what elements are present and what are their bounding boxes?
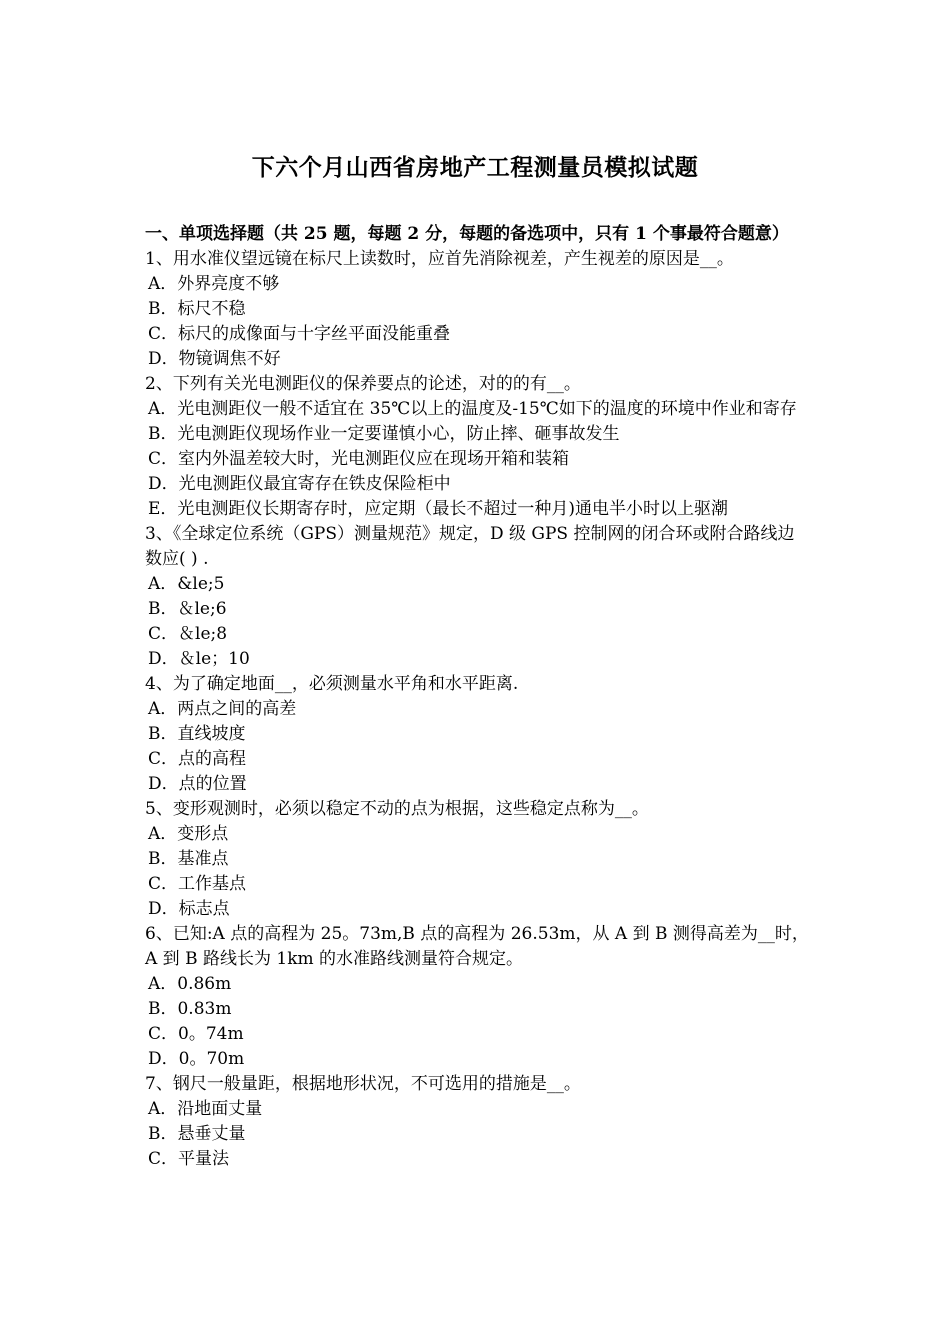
question-5 <box>145 797 810 922</box>
question-1 <box>145 247 810 372</box>
question-option: C．室内外温差较大时，光电测距仪应在现场开箱和装箱 <box>148 449 570 469</box>
question-stem: 5、变形观测时，必须以稳定不动的点为根据，这些稳定点称为__。 <box>145 799 649 819</box>
question-stem: 6、已知:A 点的高程为 25。73m,B 点的高程为 26.53m，从 A 到 B 测得高差为__时， A 到 B 路线长为 1km 的水准路线测量符合规定。 <box>145 924 809 969</box>
question-option: B．直线坡度 <box>148 724 246 744</box>
question-option: B．＆le;6 <box>148 599 227 619</box>
section-heading: 一、单项选择题（共 25 题，每题 2 分，每题的备选项中，只有 1 个事最符合题意） <box>145 224 789 244</box>
question-option: D．物镜调焦不好 <box>148 349 281 369</box>
question-option: B．光电测距仪现场作业一定要谨慎小心，防止摔、砸事故发生 <box>148 424 620 444</box>
page-title: 下六个月山西省房地产工程测量员模拟试题 <box>251 154 699 181</box>
question-stem: 1、用水准仪望远镜在标尺上读数时，应首先消除视差，产生视差的原因是__。 <box>145 249 734 269</box>
question-option: A．&le;5 <box>148 574 225 594</box>
question-option: D．标志点 <box>148 899 230 919</box>
question-stem: 2、下列有关光电测距仪的保养要点的论述，对的的有__。 <box>145 374 581 394</box>
question-7 <box>145 1072 810 1172</box>
question-option: A．沿地面丈量 <box>148 1099 263 1119</box>
question-option: B．悬垂丈量 <box>148 1124 246 1144</box>
question-4 <box>145 672 810 797</box>
question-stem: 7、钢尺一般量距，根据地形状况，不可选用的措施是__。 <box>145 1074 581 1094</box>
question-option: A．两点之间的高差 <box>148 699 297 719</box>
question-3 <box>145 522 810 672</box>
question-option: D．点的位置 <box>148 774 247 794</box>
question-option: A．光电测距仪一般不适宜在 35℃以上的温度及-15℃如下的温度的环境中作业和寄存 <box>148 399 797 419</box>
question-option: D．0。70m <box>148 1049 245 1069</box>
question-option: C．＆le;8 <box>148 624 228 644</box>
question-option: D．＆le；10 <box>148 649 250 669</box>
question-6 <box>145 922 810 1072</box>
question-stem: 3、《全球定位系统（GPS）测量规范》规定，D 级 GPS 控制网的闭合环或附合路线边数应( ) . <box>145 524 795 569</box>
question-option: B．标尺不稳 <box>148 299 246 319</box>
question-option: A．变形点 <box>148 824 229 844</box>
question-option: A．外界亮度不够 <box>148 274 280 294</box>
question-option: C．0。74m <box>148 1024 244 1044</box>
question-stem: 4、为了确定地面__，必须测量水平角和水平距离. <box>145 674 519 694</box>
question-option: C．平量法 <box>148 1149 230 1169</box>
question-2 <box>145 372 810 522</box>
question-option: D．光电测距仪最宜寄存在铁皮保险柜中 <box>148 474 451 494</box>
question-option: E．光电测距仪长期寄存时，应定期（最长不超过一种月)通电半小时以上驱潮 <box>148 499 729 519</box>
question-option: B．基准点 <box>148 849 229 869</box>
document-body <box>145 222 810 1172</box>
question-option: C．标尺的成像面与十字丝平面没能重叠 <box>148 324 451 344</box>
question-option: C．点的高程 <box>148 749 247 769</box>
question-option: C．工作基点 <box>148 874 247 894</box>
question-option: B．0.83m <box>148 999 232 1019</box>
question-option: A．0.86m <box>148 974 232 994</box>
